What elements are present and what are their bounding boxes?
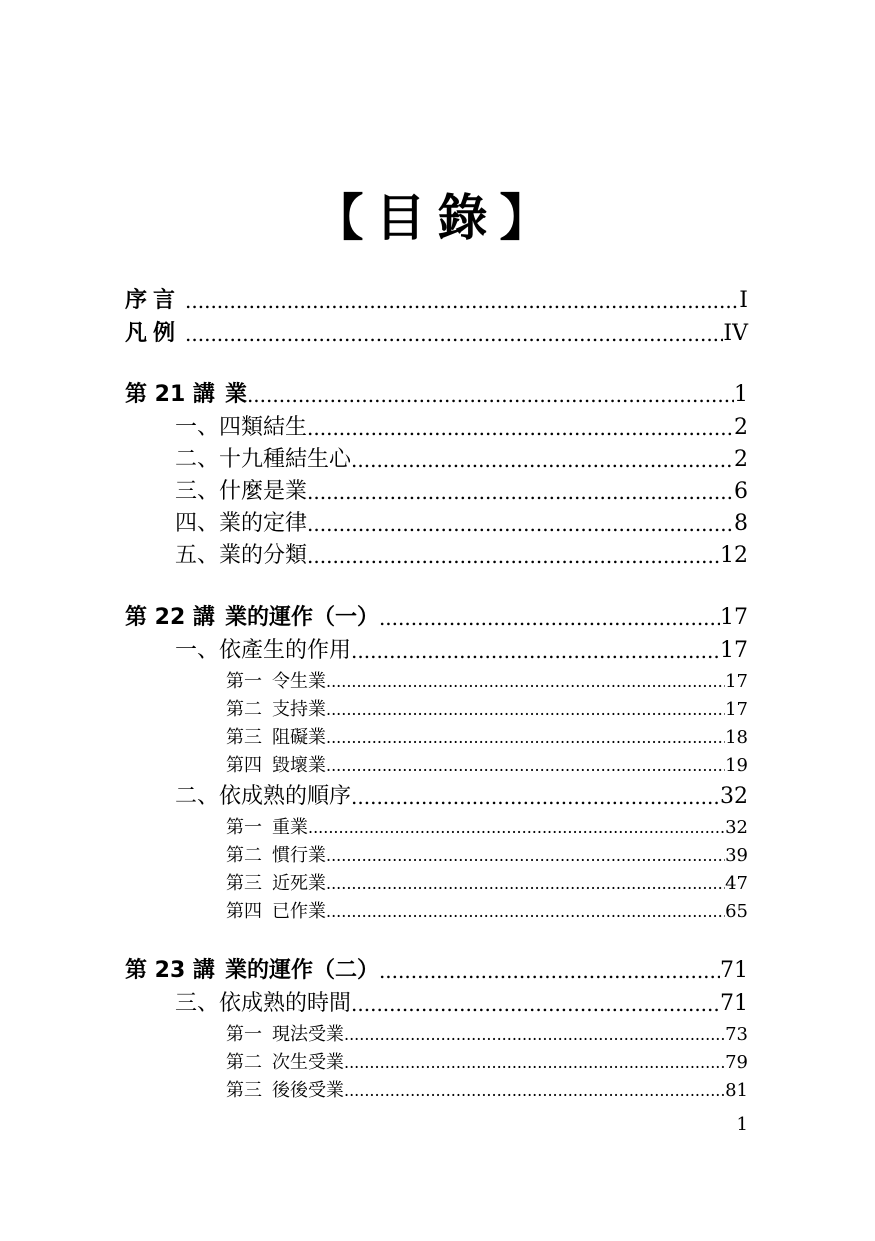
item-title: 令生業 — [272, 671, 326, 692]
dot-leader — [307, 509, 734, 539]
item-label — [226, 815, 308, 841]
dot-leader — [351, 782, 720, 812]
toc-entry-page: 18 — [725, 727, 748, 748]
dot-leader — [344, 1050, 725, 1076]
dot-leader — [344, 1022, 725, 1048]
item-title: 次生受業 — [272, 1052, 344, 1073]
toc-entry-label: 序言 — [125, 288, 182, 313]
toc-entry-page: I — [739, 288, 748, 313]
toc-item[interactable] — [226, 843, 748, 869]
dot-leader — [308, 815, 725, 841]
dot-leader — [326, 753, 725, 779]
item-label — [226, 1050, 344, 1076]
toc-entry-page: 47 — [725, 873, 748, 894]
item-label — [226, 697, 326, 723]
section-label: 三、什麼是業 — [175, 479, 308, 504]
dot-leader — [326, 871, 725, 897]
toc-entry-page: 17 — [725, 671, 748, 692]
item-title: 近死業 — [272, 873, 326, 894]
toc-entry-page: IV — [723, 321, 748, 346]
section-label: 二、十九種結生心 — [175, 447, 352, 472]
chapter-number: 第 23 講 — [125, 958, 215, 983]
dot-leader — [326, 697, 725, 723]
dot-leader — [351, 989, 720, 1019]
item-label — [226, 725, 326, 751]
toc-entry-page: 17 — [720, 638, 748, 663]
item-label — [226, 1022, 344, 1048]
page-title: 【目錄】 — [313, 189, 562, 247]
item-title: 毀壞業 — [272, 755, 326, 776]
toc-section[interactable] — [175, 782, 748, 812]
item-label — [226, 1078, 344, 1104]
dot-leader — [379, 956, 720, 986]
toc-item[interactable] — [226, 669, 748, 695]
page-number: 1 — [736, 1114, 748, 1135]
chapter-heading — [125, 603, 379, 633]
dot-leader — [351, 445, 734, 475]
toc-entry-page: 17 — [720, 605, 748, 630]
chapter-heading — [125, 380, 247, 410]
toc-entry-page: 8 — [734, 511, 748, 536]
section-label: 一、四類結生 — [175, 415, 308, 440]
item-number: 第四 — [226, 901, 262, 922]
item-number: 第四 — [226, 755, 262, 776]
item-label — [226, 843, 326, 869]
toc-section[interactable] — [175, 636, 748, 666]
toc-item[interactable] — [226, 815, 748, 841]
toc-section[interactable] — [175, 541, 748, 571]
toc-item[interactable] — [226, 1022, 748, 1048]
dot-leader — [326, 669, 725, 695]
dot-leader — [247, 380, 734, 410]
chapter-title: 業的運作（二） — [224, 958, 379, 983]
chapter-title: 業的運作（一） — [224, 605, 379, 630]
toc-chapter-22[interactable] — [125, 603, 748, 633]
dot-leader — [326, 843, 725, 869]
toc-chapter-21[interactable] — [125, 380, 748, 410]
item-title: 後後受業 — [272, 1080, 344, 1101]
toc-entry-page: 71 — [720, 991, 748, 1016]
item-number: 第三 — [226, 1080, 262, 1101]
item-title: 支持業 — [272, 699, 326, 720]
toc-entry-page: 39 — [725, 845, 748, 866]
toc-entry-page: 19 — [725, 755, 748, 776]
section-label: 五、業的分類 — [175, 543, 308, 568]
item-number: 第一 — [226, 817, 262, 838]
toc-entry-page: 32 — [720, 784, 748, 809]
toc-item[interactable] — [226, 725, 748, 751]
dot-leader — [307, 541, 720, 571]
dot-leader — [326, 725, 725, 751]
toc-entry-page: 81 — [725, 1080, 748, 1101]
section-label: 二、依成熟的順序 — [175, 784, 352, 809]
item-title: 阻礙業 — [272, 727, 326, 748]
item-label — [226, 871, 326, 897]
dot-leader — [351, 636, 720, 666]
item-number: 第二 — [226, 845, 262, 866]
item-number: 第二 — [226, 1052, 262, 1073]
toc-item[interactable] — [226, 899, 748, 925]
item-title: 已作業 — [272, 901, 326, 922]
chapter-heading — [125, 956, 379, 986]
item-number: 第三 — [226, 727, 262, 748]
dot-leader — [307, 413, 734, 443]
toc-entry-preface[interactable] — [125, 287, 748, 315]
chapter-number: 第 22 講 — [125, 605, 215, 630]
item-title: 重業 — [272, 817, 308, 838]
toc-entry-label: 凡例 — [125, 321, 182, 346]
toc-entry-page: 32 — [725, 817, 748, 838]
section-label: 一、依產生的作用 — [175, 638, 352, 663]
item-number: 第一 — [226, 671, 262, 692]
section-label: 四、業的定律 — [175, 511, 308, 536]
toc-entry-page: 6 — [734, 479, 748, 504]
toc-entry-page: 73 — [725, 1024, 748, 1045]
toc-chapter-23[interactable] — [125, 956, 748, 986]
item-number: 第三 — [226, 873, 262, 894]
toc-section[interactable] — [175, 413, 748, 443]
dot-leader — [185, 287, 739, 315]
chapter-number: 第 21 講 — [125, 382, 215, 407]
toc-entry-page: 1 — [734, 382, 748, 407]
toc-item[interactable] — [226, 753, 748, 779]
toc-entry-page: 2 — [734, 415, 748, 440]
dot-leader — [326, 899, 725, 925]
dot-leader — [307, 477, 734, 507]
dot-leader — [344, 1078, 725, 1104]
toc-entry-conventions[interactable] — [125, 320, 748, 348]
toc-section[interactable] — [175, 445, 748, 475]
toc-item[interactable] — [226, 1050, 748, 1076]
dot-leader — [379, 603, 720, 633]
item-label — [226, 753, 326, 779]
toc-item[interactable] — [226, 871, 748, 897]
item-number: 第一 — [226, 1024, 262, 1045]
item-title: 現法受業 — [272, 1024, 344, 1045]
toc-entry-page: 17 — [725, 699, 748, 720]
item-number: 第二 — [226, 699, 262, 720]
toc-item[interactable] — [226, 697, 748, 723]
toc-entry-page: 71 — [720, 958, 748, 983]
item-title: 慣行業 — [272, 845, 326, 866]
dot-leader — [185, 320, 723, 348]
toc-section[interactable] — [175, 989, 748, 1019]
chapter-title: 業 — [224, 382, 247, 407]
toc-section[interactable] — [175, 477, 748, 507]
toc-entry-page: 2 — [734, 447, 748, 472]
item-label — [226, 669, 326, 695]
toc-item[interactable] — [226, 1078, 748, 1104]
toc-section[interactable] — [175, 509, 748, 539]
toc-entry-page: 65 — [725, 901, 748, 922]
toc-entry-page: 12 — [720, 543, 748, 568]
item-label — [226, 899, 326, 925]
toc-entry-page: 79 — [725, 1052, 748, 1073]
section-label: 三、依成熟的時間 — [175, 991, 352, 1016]
